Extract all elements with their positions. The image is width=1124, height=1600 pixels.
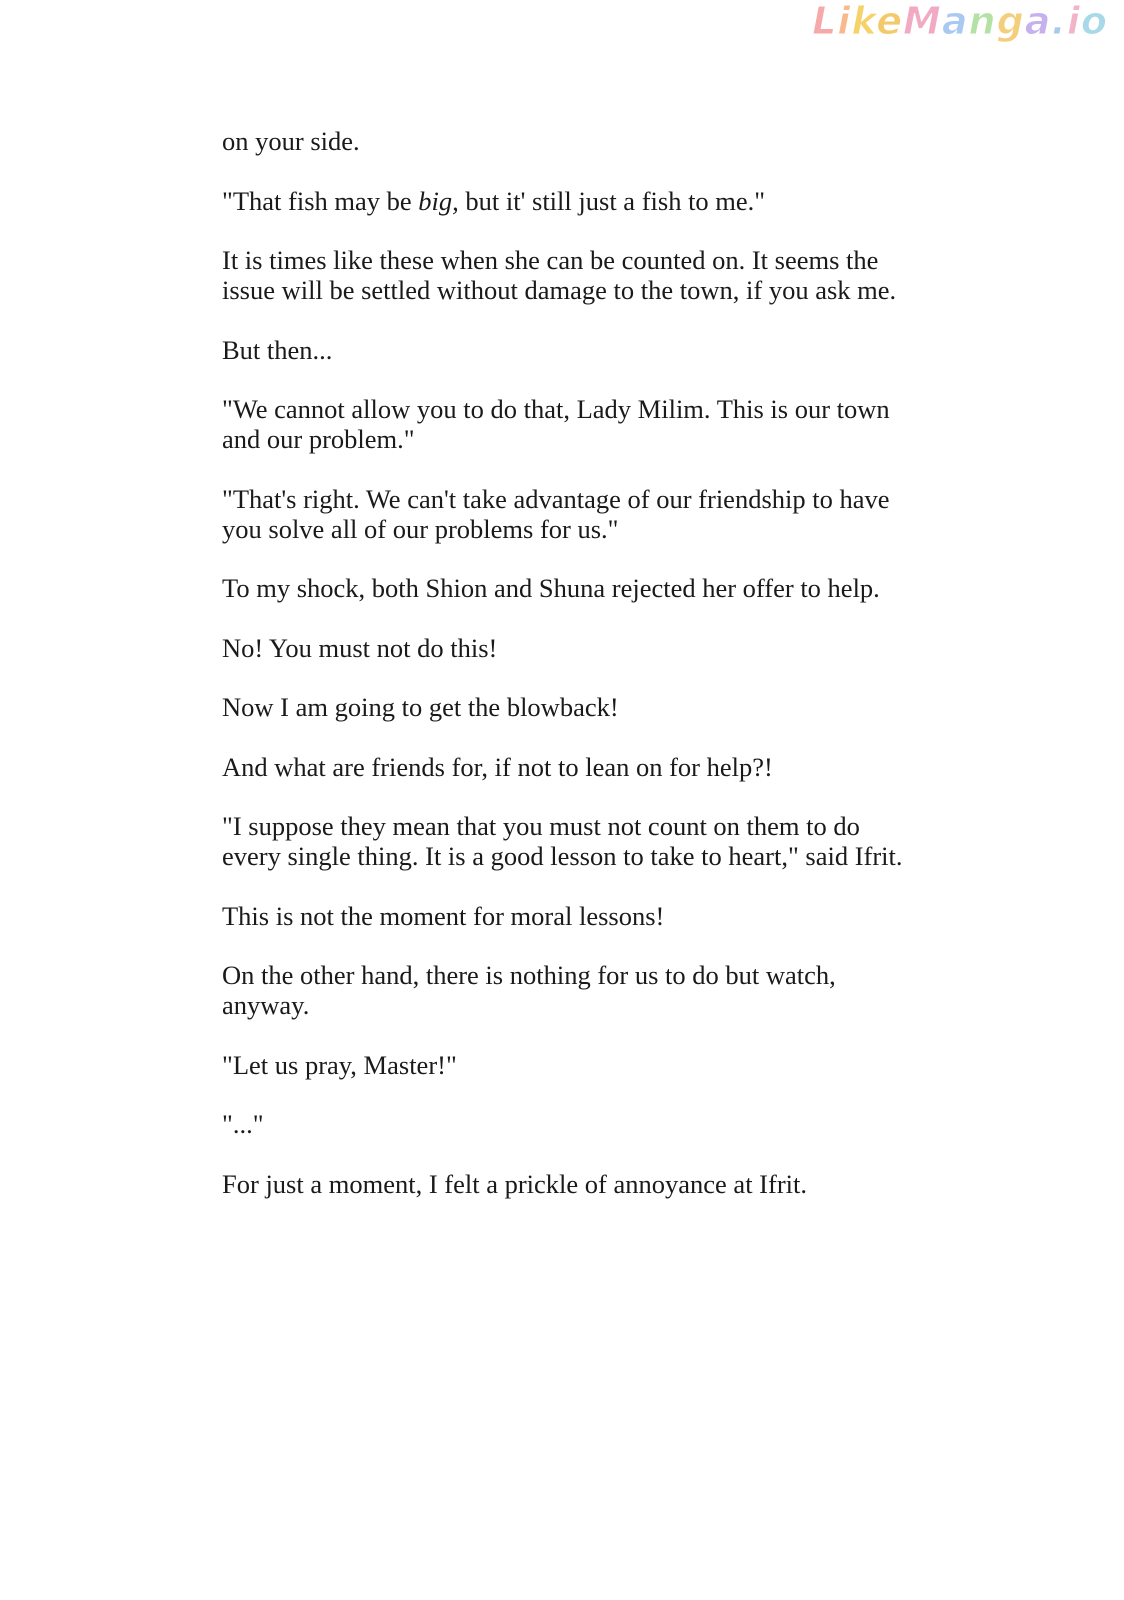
paragraph: "We cannot allow you to do that, Lady Milim. This is our town and our problem." — [222, 394, 890, 454]
paragraph: But then... — [222, 334, 333, 365]
paragraph: "I suppose they mean that you must not count on them to do every single thing. It is a good lesson to take to heart," said Ifrit. — [222, 811, 903, 871]
paragraph: This is not the moment for moral lessons! — [222, 900, 665, 931]
paragraph: on your side. — [222, 126, 360, 156]
paragraph: "Let us pray, Master!" — [222, 1049, 457, 1080]
paragraph-italic: big, — [418, 185, 459, 216]
watermark-logo: LikeManga.io — [812, 0, 1108, 43]
paragraph-segment: "That fish may be — [222, 185, 419, 216]
paragraph: And what are friends for, if not to lean on for help?! — [222, 751, 773, 782]
paragraph: For just a moment, I felt a prickle of annoyance at Ifrit. — [222, 1168, 808, 1199]
paragraph: It is times like these when she can be counted on. It seems the issue will be settled without damage to the town, if you ask me. — [222, 245, 897, 305]
paragraph: Now I am going to get the blowback! — [222, 692, 619, 722]
paragraph — [222, 186, 912, 216]
page-text-body — [222, 126, 912, 1228]
paragraph: No! You must not do this! — [222, 632, 498, 663]
paragraph-segment: but it' still just a fish to me." — [458, 185, 766, 216]
paragraph: To my shock, both Shion and Shuna rejected her offer to help. — [222, 573, 880, 603]
paragraph: "That's right. We can't take advantage of our friendship to have you solve all of our problems for us." — [222, 483, 890, 544]
paragraph: "..." — [222, 1109, 264, 1139]
paragraph: On the other hand, there is nothing for us to do but watch, anyway. — [222, 960, 836, 1020]
